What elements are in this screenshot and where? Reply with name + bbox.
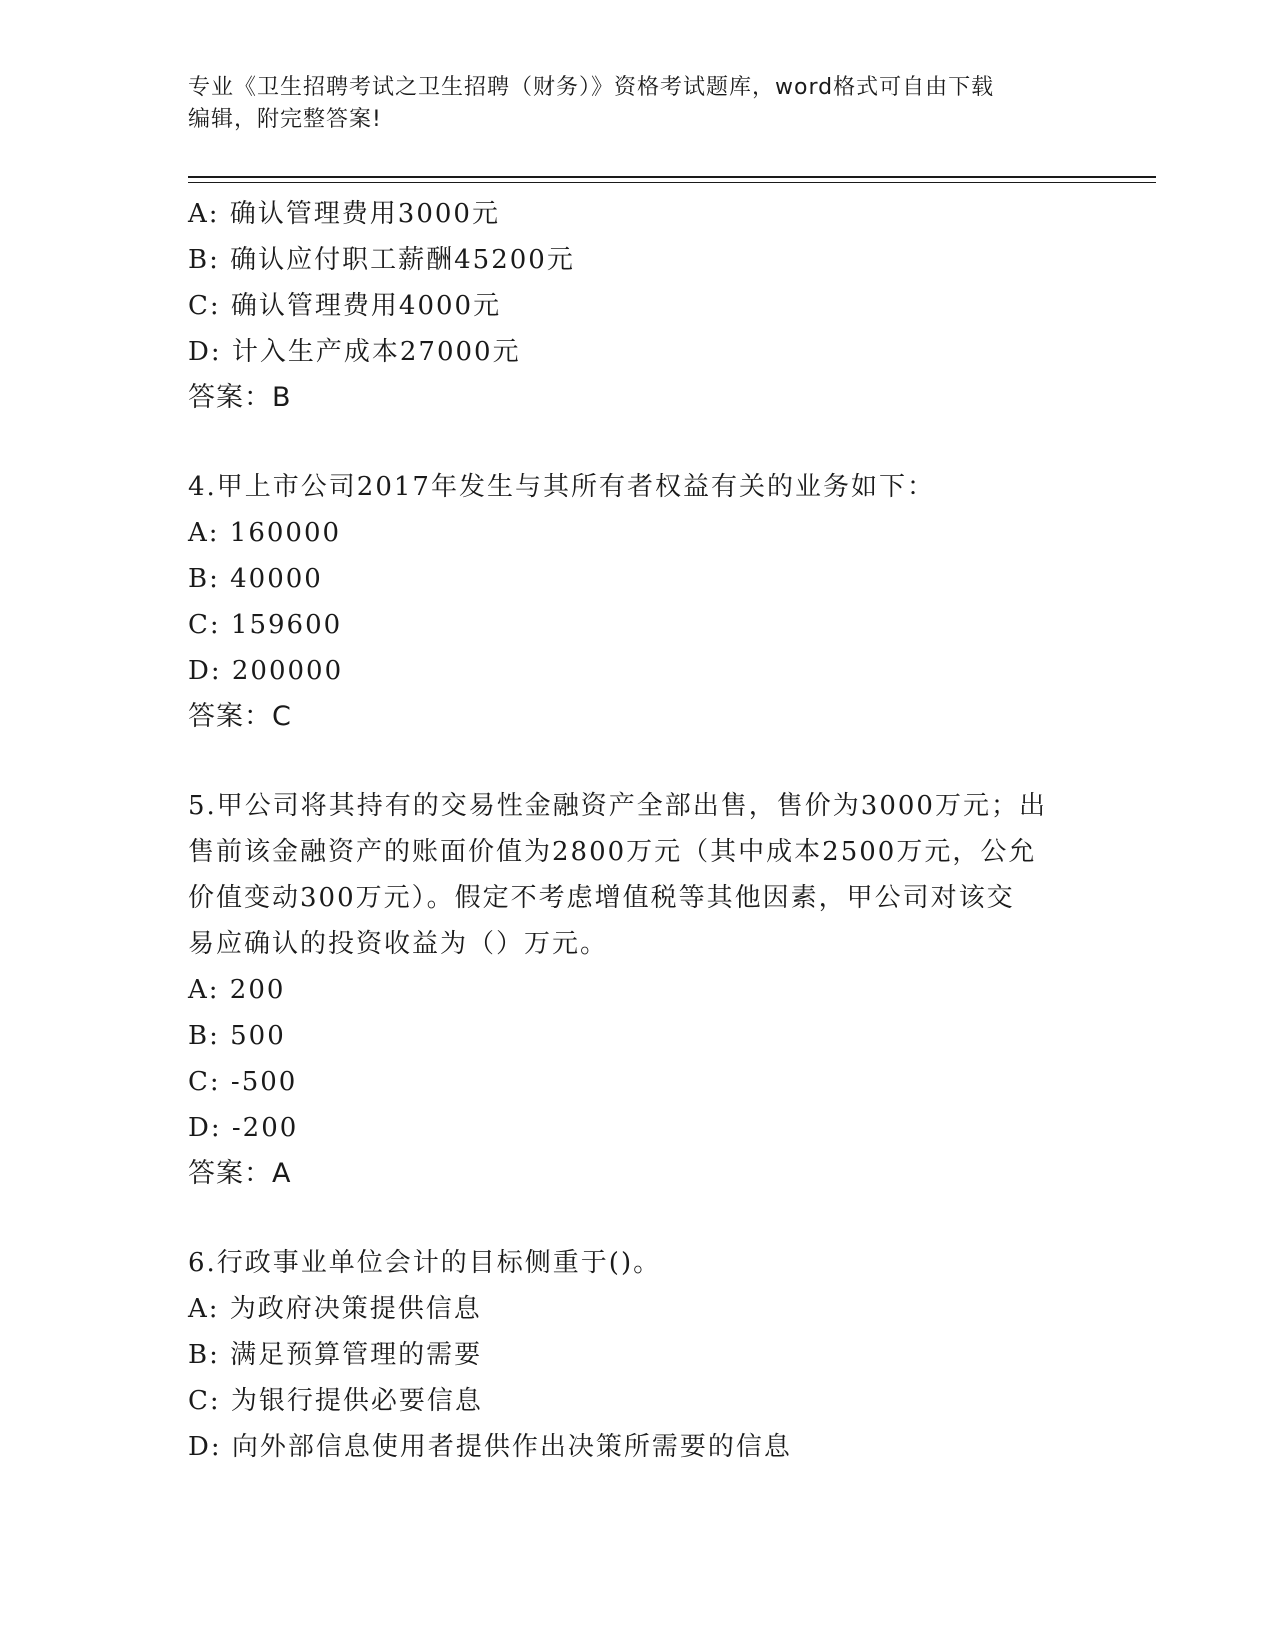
option-c: C: 159600 [188, 610, 343, 640]
spacer [188, 740, 1068, 783]
header-line-1: 专业《卫生招聘考试之卫生招聘（财务）》资格考试题库，word格式可自由下载 [188, 75, 995, 100]
header-divider-thick [188, 176, 1156, 178]
option-c: C: -500 [188, 1067, 298, 1097]
option-b: B: 满足预算管理的需要 [188, 1340, 483, 1370]
question-stem-line: 5.甲公司将其持有的交易性金融资产全部出售，售价为3000万元；出 [188, 791, 1047, 821]
option-d: D: 向外部信息使用者提供作出决策所需要的信息 [188, 1432, 792, 1462]
answer: 答案：B [188, 382, 292, 413]
document-header [188, 72, 1088, 136]
option-a: A: 为政府决策提供信息 [188, 1294, 482, 1324]
option-a: A: 确认管理费用3000元 [188, 199, 500, 229]
question-6 [188, 1240, 1068, 1470]
question-4 [188, 464, 1068, 740]
option-b: B: 500 [188, 1021, 286, 1051]
question-5 [188, 783, 1068, 1197]
question-list [188, 191, 1068, 1470]
spacer [188, 1197, 1068, 1240]
option-c: C: 为银行提供必要信息 [188, 1386, 483, 1416]
header-divider-thin [188, 182, 1156, 183]
question-stem-line: 售前该金融资产的账面价值为2800万元（其中成本2500万元，公允 [188, 837, 1037, 867]
option-d: D: 200000 [188, 656, 344, 686]
option-a: A: 160000 [188, 518, 342, 548]
question-stem: 4.甲上市公司2017年发生与其所有者权益有关的业务如下： [188, 472, 935, 502]
question-stem: 6.行政事业单位会计的目标侧重于()。 [188, 1248, 662, 1278]
answer: 答案：C [188, 701, 292, 732]
question-3 [188, 191, 1068, 421]
spacer [188, 421, 1068, 464]
answer: 答案：A [188, 1158, 292, 1189]
question-stem-line: 价值变动300万元）。假定不考虑增值税等其他因素，甲公司对该交 [188, 883, 1015, 913]
option-d: D: -200 [188, 1113, 299, 1143]
option-c: C: 确认管理费用4000元 [188, 291, 502, 321]
header-line-2: 编辑，附完整答案! [188, 107, 382, 132]
option-a: A: 200 [188, 975, 286, 1005]
option-b: B: 确认应付职工薪酬45200元 [188, 245, 575, 275]
question-stem-line: 易应确认的投资收益为（）万元。 [188, 929, 609, 959]
option-b: B: 40000 [188, 564, 323, 594]
option-d: D: 计入生产成本27000元 [188, 337, 521, 367]
